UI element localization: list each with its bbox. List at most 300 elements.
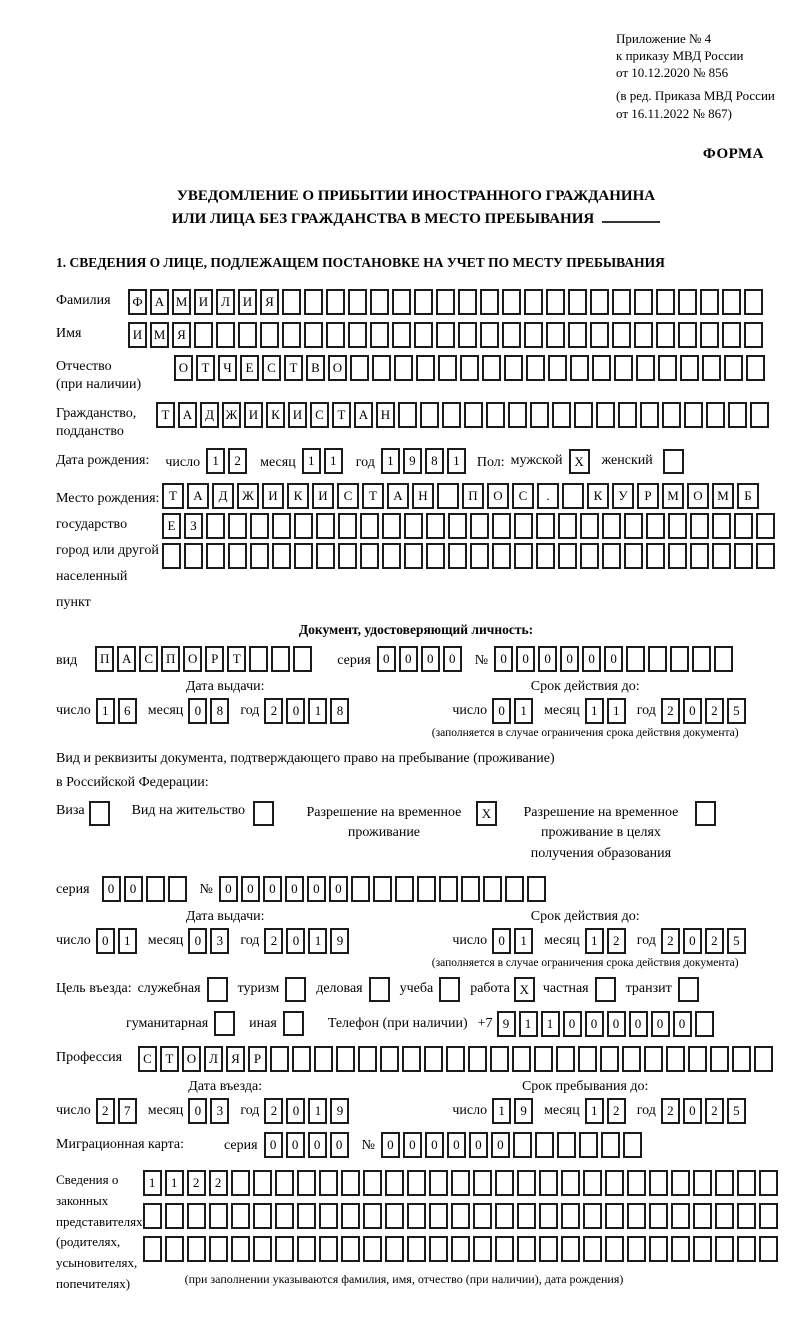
char-cell[interactable] — [394, 355, 413, 381]
char-cell[interactable]: 0 — [673, 1011, 692, 1037]
char-cell[interactable]: 7 — [118, 1098, 137, 1124]
char-cell[interactable]: 0 — [329, 876, 348, 902]
char-cell[interactable]: 0 — [286, 698, 305, 724]
char-cell[interactable] — [407, 1236, 426, 1262]
char-cell[interactable]: 1 — [143, 1170, 162, 1196]
char-cell[interactable]: А — [187, 483, 209, 509]
char-cell[interactable] — [756, 543, 775, 569]
char-cell[interactable] — [420, 402, 439, 428]
char-cell[interactable]: 0 — [683, 928, 702, 954]
char-cell[interactable] — [693, 1203, 712, 1229]
char-cell[interactable] — [458, 322, 477, 348]
char-cell[interactable] — [385, 1236, 404, 1262]
char-cell[interactable] — [662, 402, 681, 428]
char-cell[interactable] — [688, 1046, 707, 1072]
char-cell[interactable] — [382, 513, 401, 539]
char-cell[interactable] — [395, 876, 414, 902]
char-cell[interactable] — [249, 646, 268, 672]
char-cell[interactable] — [535, 1132, 554, 1158]
char-cell[interactable]: Ч — [218, 355, 237, 381]
char-cell[interactable]: 0 — [683, 1098, 702, 1124]
char-cell[interactable] — [580, 543, 599, 569]
char-cell[interactable] — [275, 1203, 294, 1229]
char-cell[interactable] — [605, 1236, 624, 1262]
char-cell[interactable] — [583, 1236, 602, 1262]
char-cell[interactable]: Л — [216, 289, 235, 315]
char-cell[interactable] — [275, 1170, 294, 1196]
char-cell[interactable] — [341, 1203, 360, 1229]
char-cell[interactable] — [668, 543, 687, 569]
char-cell[interactable] — [678, 322, 697, 348]
char-cell[interactable]: С — [310, 402, 329, 428]
char-cell[interactable]: 0 — [494, 646, 513, 672]
char-cell[interactable] — [270, 1046, 289, 1072]
char-cell[interactable] — [216, 322, 235, 348]
char-cell[interactable]: О — [174, 355, 193, 381]
char-cell[interactable] — [690, 513, 709, 539]
char-cell[interactable]: 0 — [286, 1098, 305, 1124]
char-cell[interactable]: О — [182, 1046, 201, 1072]
char-cell[interactable]: К — [266, 402, 285, 428]
char-cell[interactable]: А — [354, 402, 373, 428]
purpose-private-checkbox[interactable] — [595, 977, 616, 1002]
char-cell[interactable] — [695, 1011, 714, 1037]
char-cell[interactable]: 0 — [330, 1132, 349, 1158]
char-cell[interactable] — [710, 1046, 729, 1072]
char-cell[interactable] — [451, 1203, 470, 1229]
char-cell[interactable] — [348, 289, 367, 315]
char-cell[interactable]: 8 — [330, 698, 349, 724]
char-cell[interactable] — [438, 355, 457, 381]
char-cell[interactable] — [514, 543, 533, 569]
char-cell[interactable]: Д — [212, 483, 234, 509]
char-cell[interactable]: 8 — [425, 448, 444, 474]
char-cell[interactable]: И — [312, 483, 334, 509]
female-checkbox[interactable] — [663, 449, 684, 474]
char-cell[interactable]: 1 — [96, 698, 115, 724]
char-cell[interactable]: М — [712, 483, 734, 509]
char-cell[interactable] — [580, 513, 599, 539]
char-cell[interactable] — [490, 1046, 509, 1072]
char-cell[interactable] — [231, 1203, 250, 1229]
char-cell[interactable] — [636, 355, 655, 381]
char-cell[interactable]: 0 — [124, 876, 143, 902]
char-cell[interactable] — [468, 1046, 487, 1072]
char-cell[interactable] — [539, 1236, 558, 1262]
char-cell[interactable] — [314, 1046, 333, 1072]
char-cell[interactable]: 0 — [607, 1011, 626, 1037]
char-cell[interactable]: 2 — [264, 698, 283, 724]
char-cell[interactable] — [671, 1203, 690, 1229]
char-cell[interactable] — [624, 543, 643, 569]
char-cell[interactable]: 0 — [492, 698, 511, 724]
char-cell[interactable] — [626, 646, 645, 672]
char-cell[interactable] — [508, 402, 527, 428]
char-cell[interactable] — [495, 1203, 514, 1229]
char-cell[interactable]: 1 — [514, 698, 533, 724]
char-cell[interactable]: 0 — [629, 1011, 648, 1037]
char-cell[interactable] — [326, 322, 345, 348]
temp-residence-checkbox[interactable]: X — [476, 801, 497, 826]
char-cell[interactable] — [570, 355, 589, 381]
char-cell[interactable]: И — [262, 483, 284, 509]
char-cell[interactable] — [737, 1203, 756, 1229]
char-cell[interactable] — [605, 1170, 624, 1196]
char-cell[interactable] — [319, 1236, 338, 1262]
char-cell[interactable]: С — [139, 646, 158, 672]
char-cell[interactable]: 0 — [377, 646, 396, 672]
char-cell[interactable] — [671, 1170, 690, 1196]
char-cell[interactable] — [513, 1132, 532, 1158]
char-cell[interactable] — [271, 646, 290, 672]
char-cell[interactable] — [436, 289, 455, 315]
char-cell[interactable]: 1 — [381, 448, 400, 474]
char-cell[interactable] — [358, 1046, 377, 1072]
char-cell[interactable]: 2 — [705, 1098, 724, 1124]
char-cell[interactable]: 1 — [118, 928, 137, 954]
char-cell[interactable]: 0 — [286, 928, 305, 954]
char-cell[interactable] — [407, 1203, 426, 1229]
char-cell[interactable]: 3 — [210, 928, 229, 954]
char-cell[interactable] — [746, 355, 765, 381]
char-cell[interactable]: Т — [332, 402, 351, 428]
char-cell[interactable]: 0 — [425, 1132, 444, 1158]
char-cell[interactable]: Ж — [222, 402, 241, 428]
char-cell[interactable] — [590, 322, 609, 348]
char-cell[interactable]: 1 — [308, 928, 327, 954]
char-cell[interactable] — [187, 1203, 206, 1229]
char-cell[interactable] — [304, 322, 323, 348]
char-cell[interactable]: 8 — [210, 698, 229, 724]
char-cell[interactable] — [536, 543, 555, 569]
char-cell[interactable]: 0 — [560, 646, 579, 672]
char-cell[interactable] — [439, 876, 458, 902]
char-cell[interactable]: П — [95, 646, 114, 672]
char-cell[interactable] — [480, 322, 499, 348]
char-cell[interactable]: М — [172, 289, 191, 315]
char-cell[interactable] — [363, 1170, 382, 1196]
char-cell[interactable] — [505, 876, 524, 902]
char-cell[interactable]: 0 — [604, 646, 623, 672]
char-cell[interactable] — [539, 1203, 558, 1229]
char-cell[interactable] — [184, 543, 203, 569]
char-cell[interactable]: 2 — [705, 698, 724, 724]
char-cell[interactable]: С — [262, 355, 281, 381]
char-cell[interactable] — [231, 1170, 250, 1196]
char-cell[interactable] — [451, 1236, 470, 1262]
char-cell[interactable]: 1 — [585, 1098, 604, 1124]
char-cell[interactable]: О — [183, 646, 202, 672]
char-cell[interactable] — [473, 1170, 492, 1196]
char-cell[interactable] — [282, 322, 301, 348]
char-cell[interactable]: 2 — [661, 698, 680, 724]
char-cell[interactable] — [461, 876, 480, 902]
char-cell[interactable] — [464, 402, 483, 428]
char-cell[interactable] — [744, 322, 763, 348]
char-cell[interactable]: 0 — [563, 1011, 582, 1037]
char-cell[interactable] — [338, 543, 357, 569]
male-checkbox[interactable]: X — [569, 449, 590, 474]
char-cell[interactable] — [360, 513, 379, 539]
char-cell[interactable]: 9 — [403, 448, 422, 474]
char-cell[interactable] — [187, 1236, 206, 1262]
char-cell[interactable]: Т — [227, 646, 246, 672]
char-cell[interactable] — [712, 543, 731, 569]
char-cell[interactable]: А — [150, 289, 169, 315]
char-cell[interactable] — [517, 1236, 536, 1262]
char-cell[interactable] — [402, 1046, 421, 1072]
char-cell[interactable] — [524, 289, 543, 315]
char-cell[interactable] — [293, 646, 312, 672]
char-cell[interactable]: Б — [737, 483, 759, 509]
char-cell[interactable]: 0 — [308, 1132, 327, 1158]
char-cell[interactable]: Р — [248, 1046, 267, 1072]
char-cell[interactable] — [341, 1236, 360, 1262]
char-cell[interactable] — [546, 289, 565, 315]
char-cell[interactable] — [684, 402, 703, 428]
char-cell[interactable] — [692, 646, 711, 672]
char-cell[interactable]: Я — [226, 1046, 245, 1072]
char-cell[interactable] — [561, 1236, 580, 1262]
char-cell[interactable]: И — [128, 322, 147, 348]
char-cell[interactable] — [734, 543, 753, 569]
char-cell[interactable] — [448, 543, 467, 569]
char-cell[interactable] — [294, 513, 313, 539]
temp-residence-education-checkbox[interactable] — [695, 801, 716, 826]
char-cell[interactable]: 1 — [308, 1098, 327, 1124]
char-cell[interactable]: 9 — [514, 1098, 533, 1124]
char-cell[interactable] — [162, 543, 181, 569]
char-cell[interactable] — [282, 289, 301, 315]
char-cell[interactable]: 0 — [102, 876, 121, 902]
char-cell[interactable] — [373, 876, 392, 902]
char-cell[interactable]: 1 — [585, 698, 604, 724]
char-cell[interactable]: 0 — [492, 928, 511, 954]
char-cell[interactable] — [370, 289, 389, 315]
char-cell[interactable]: П — [462, 483, 484, 509]
char-cell[interactable] — [348, 322, 367, 348]
purpose-other-checkbox[interactable] — [283, 1011, 304, 1036]
char-cell[interactable]: У — [612, 483, 634, 509]
purpose-study-checkbox[interactable] — [439, 977, 460, 1002]
char-cell[interactable] — [165, 1203, 184, 1229]
char-cell[interactable] — [297, 1203, 316, 1229]
char-cell[interactable] — [460, 355, 479, 381]
char-cell[interactable]: 0 — [286, 1132, 305, 1158]
char-cell[interactable] — [451, 1170, 470, 1196]
char-cell[interactable] — [319, 1203, 338, 1229]
char-cell[interactable] — [622, 1046, 641, 1072]
char-cell[interactable] — [504, 355, 523, 381]
char-cell[interactable] — [568, 289, 587, 315]
char-cell[interactable]: К — [587, 483, 609, 509]
char-cell[interactable] — [351, 876, 370, 902]
char-cell[interactable]: П — [161, 646, 180, 672]
char-cell[interactable] — [253, 1236, 272, 1262]
char-cell[interactable]: 0 — [188, 1098, 207, 1124]
char-cell[interactable] — [385, 1203, 404, 1229]
char-cell[interactable] — [649, 1203, 668, 1229]
char-cell[interactable] — [473, 1203, 492, 1229]
residence-permit-checkbox[interactable] — [253, 801, 274, 826]
char-cell[interactable] — [341, 1170, 360, 1196]
char-cell[interactable] — [360, 543, 379, 569]
char-cell[interactable]: 0 — [188, 698, 207, 724]
char-cell[interactable] — [737, 1170, 756, 1196]
char-cell[interactable]: И — [244, 402, 263, 428]
char-cell[interactable] — [392, 289, 411, 315]
char-cell[interactable] — [429, 1203, 448, 1229]
char-cell[interactable] — [294, 543, 313, 569]
char-cell[interactable] — [495, 1236, 514, 1262]
char-cell[interactable]: 1 — [324, 448, 343, 474]
char-cell[interactable] — [250, 543, 269, 569]
char-cell[interactable] — [754, 1046, 773, 1072]
char-cell[interactable] — [734, 513, 753, 539]
char-cell[interactable] — [407, 1170, 426, 1196]
char-cell[interactable]: 2 — [187, 1170, 206, 1196]
char-cell[interactable] — [700, 322, 719, 348]
char-cell[interactable] — [429, 1236, 448, 1262]
char-cell[interactable] — [732, 1046, 751, 1072]
char-cell[interactable] — [578, 1046, 597, 1072]
char-cell[interactable] — [372, 355, 391, 381]
char-cell[interactable]: Т — [162, 483, 184, 509]
char-cell[interactable] — [392, 322, 411, 348]
char-cell[interactable] — [385, 1170, 404, 1196]
char-cell[interactable]: 2 — [228, 448, 247, 474]
char-cell[interactable] — [238, 322, 257, 348]
char-cell[interactable] — [380, 1046, 399, 1072]
char-cell[interactable] — [646, 543, 665, 569]
char-cell[interactable]: Т — [284, 355, 303, 381]
char-cell[interactable]: 1 — [447, 448, 466, 474]
char-cell[interactable] — [272, 543, 291, 569]
char-cell[interactable] — [737, 1236, 756, 1262]
char-cell[interactable] — [612, 289, 631, 315]
char-cell[interactable]: 2 — [264, 928, 283, 954]
char-cell[interactable] — [602, 513, 621, 539]
char-cell[interactable] — [548, 355, 567, 381]
char-cell[interactable] — [759, 1203, 778, 1229]
char-cell[interactable] — [275, 1236, 294, 1262]
char-cell[interactable] — [319, 1170, 338, 1196]
char-cell[interactable] — [338, 513, 357, 539]
char-cell[interactable]: 0 — [582, 646, 601, 672]
char-cell[interactable] — [206, 543, 225, 569]
char-cell[interactable] — [618, 402, 637, 428]
char-cell[interactable] — [728, 402, 747, 428]
char-cell[interactable] — [194, 322, 213, 348]
char-cell[interactable] — [297, 1236, 316, 1262]
char-cell[interactable] — [426, 513, 445, 539]
char-cell[interactable]: 2 — [661, 928, 680, 954]
char-cell[interactable] — [442, 402, 461, 428]
char-cell[interactable] — [656, 322, 675, 348]
char-cell[interactable] — [600, 1046, 619, 1072]
char-cell[interactable] — [558, 543, 577, 569]
char-cell[interactable]: С — [337, 483, 359, 509]
char-cell[interactable]: 6 — [118, 698, 137, 724]
char-cell[interactable] — [623, 1132, 642, 1158]
char-cell[interactable] — [693, 1236, 712, 1262]
char-cell[interactable]: 1 — [585, 928, 604, 954]
char-cell[interactable] — [562, 483, 584, 509]
char-cell[interactable] — [253, 1203, 272, 1229]
char-cell[interactable]: Р — [637, 483, 659, 509]
char-cell[interactable]: 0 — [538, 646, 557, 672]
char-cell[interactable] — [260, 322, 279, 348]
char-cell[interactable]: 1 — [519, 1011, 538, 1037]
char-cell[interactable] — [424, 1046, 443, 1072]
purpose-humanitarian-checkbox[interactable] — [214, 1011, 235, 1036]
char-cell[interactable]: Ж — [237, 483, 259, 509]
char-cell[interactable] — [583, 1203, 602, 1229]
char-cell[interactable] — [715, 1170, 734, 1196]
char-cell[interactable] — [706, 402, 725, 428]
char-cell[interactable] — [568, 322, 587, 348]
char-cell[interactable] — [416, 355, 435, 381]
char-cell[interactable] — [702, 355, 721, 381]
char-cell[interactable] — [656, 289, 675, 315]
char-cell[interactable]: Т — [362, 483, 384, 509]
char-cell[interactable] — [517, 1170, 536, 1196]
char-cell[interactable]: Т — [196, 355, 215, 381]
char-cell[interactable] — [404, 513, 423, 539]
char-cell[interactable] — [495, 1170, 514, 1196]
char-cell[interactable]: 0 — [443, 646, 462, 672]
char-cell[interactable] — [546, 322, 565, 348]
char-cell[interactable]: 9 — [330, 928, 349, 954]
char-cell[interactable] — [574, 402, 593, 428]
char-cell[interactable] — [592, 355, 611, 381]
char-cell[interactable] — [712, 513, 731, 539]
char-cell[interactable] — [165, 1236, 184, 1262]
char-cell[interactable] — [448, 513, 467, 539]
char-cell[interactable]: М — [150, 322, 169, 348]
char-cell[interactable] — [502, 289, 521, 315]
char-cell[interactable] — [524, 322, 543, 348]
char-cell[interactable]: 0 — [263, 876, 282, 902]
char-cell[interactable] — [146, 876, 165, 902]
char-cell[interactable]: 2 — [661, 1098, 680, 1124]
char-cell[interactable] — [596, 402, 615, 428]
char-cell[interactable] — [526, 355, 545, 381]
char-cell[interactable] — [527, 876, 546, 902]
purpose-official-checkbox[interactable] — [207, 977, 228, 1002]
char-cell[interactable] — [583, 1170, 602, 1196]
char-cell[interactable] — [561, 1170, 580, 1196]
char-cell[interactable]: 0 — [399, 646, 418, 672]
char-cell[interactable] — [668, 513, 687, 539]
char-cell[interactable]: Я — [172, 322, 191, 348]
char-cell[interactable]: 1 — [492, 1098, 511, 1124]
char-cell[interactable]: 0 — [188, 928, 207, 954]
char-cell[interactable] — [492, 513, 511, 539]
char-cell[interactable]: . — [537, 483, 559, 509]
char-cell[interactable]: Л — [204, 1046, 223, 1072]
char-cell[interactable] — [492, 543, 511, 569]
char-cell[interactable] — [517, 1203, 536, 1229]
char-cell[interactable] — [209, 1203, 228, 1229]
char-cell[interactable] — [429, 1170, 448, 1196]
char-cell[interactable]: О — [328, 355, 347, 381]
char-cell[interactable] — [436, 322, 455, 348]
char-cell[interactable]: 1 — [206, 448, 225, 474]
char-cell[interactable]: А — [178, 402, 197, 428]
char-cell[interactable]: Т — [156, 402, 175, 428]
char-cell[interactable] — [624, 513, 643, 539]
